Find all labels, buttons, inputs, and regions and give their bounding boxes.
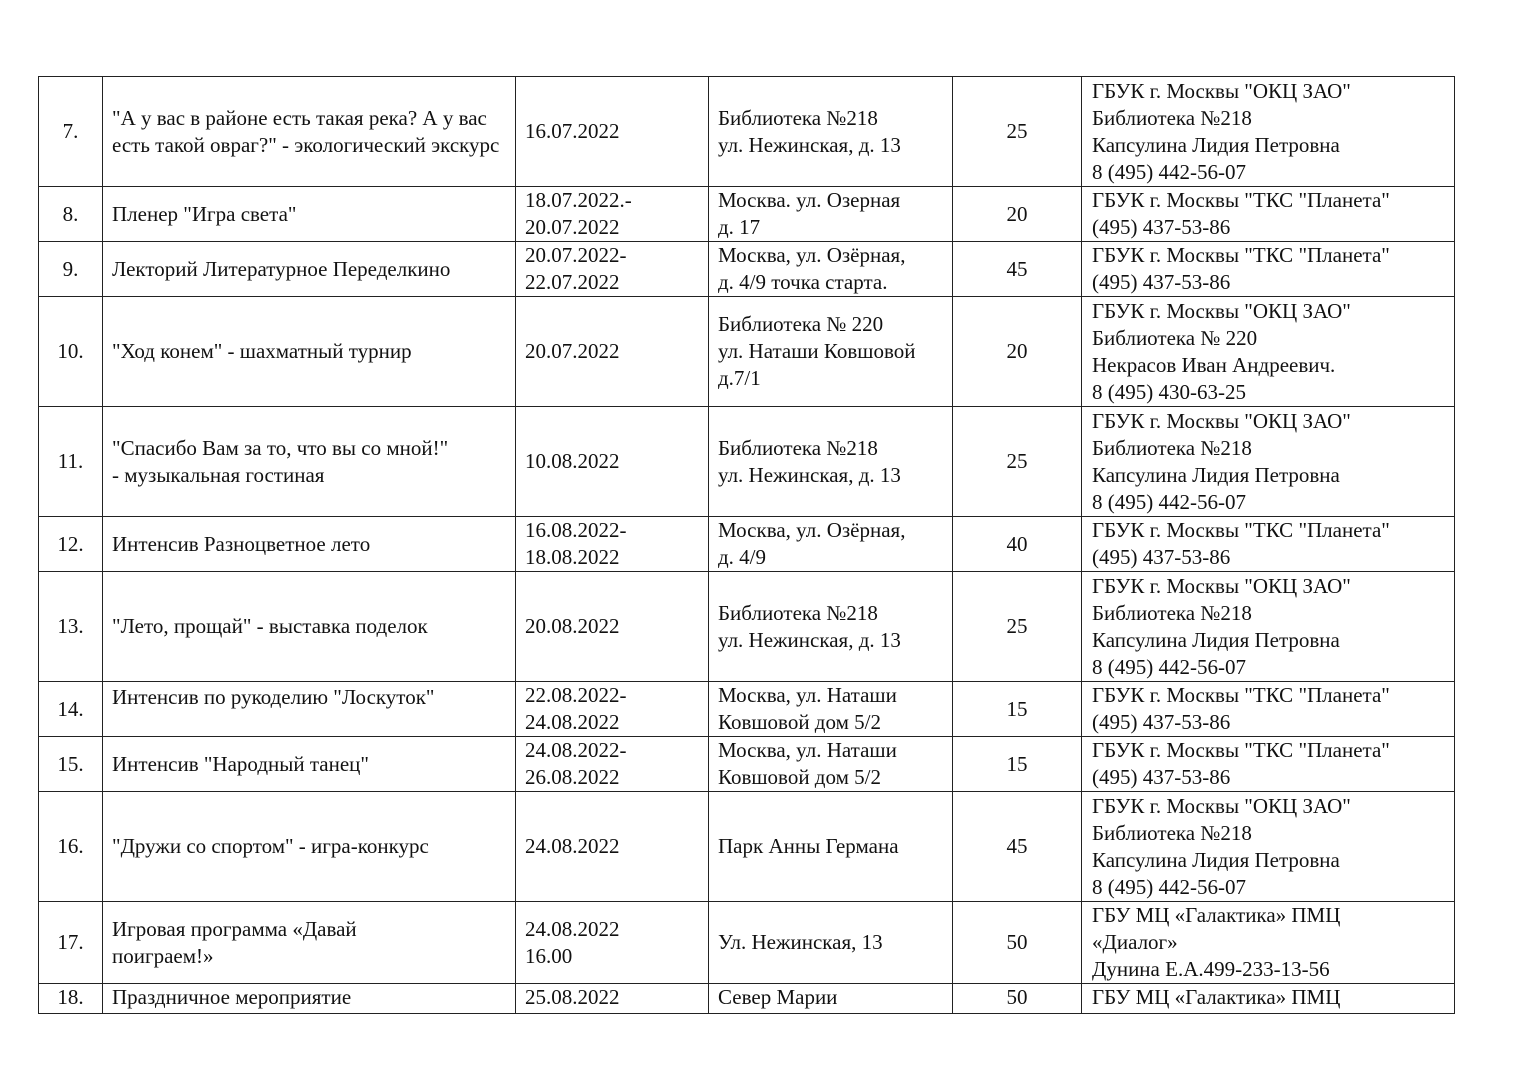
row-number: 17. [39,902,103,984]
participant-count: 40 [953,517,1082,572]
organizer: ГБУК г. Москвы "ТКС "Планета" (495) 437-53-86 [1082,737,1455,792]
event-title: Пленер "Игра света" [103,187,516,242]
event-date: 18.07.2022.- 20.07.2022 [516,187,709,242]
event-title: "Дружи со спортом" - игра-конкурс [103,792,516,902]
organizer: ГБУ МЦ «Галактика» ПМЦ [1082,984,1455,1014]
event-title: Праздничное мероприятие [103,984,516,1014]
table-row [39,242,1455,297]
participant-count: 50 [953,902,1082,984]
event-place: Москва, ул. Озёрная, д. 4/9 [709,517,953,572]
event-title: "Лето, прощай" - выставка поделок [103,572,516,682]
table-row [39,297,1455,407]
row-number: 8. [39,187,103,242]
organizer: ГБУ МЦ «Галактика» ПМЦ «Диалог» Дунина Е.А.499-233-13-56 [1082,902,1455,984]
row-number: 10. [39,297,103,407]
events-table [38,76,1455,1014]
participant-count: 45 [953,792,1082,902]
organizer: ГБУК г. Москвы "ТКС "Планета" (495) 437-53-86 [1082,187,1455,242]
row-number: 13. [39,572,103,682]
table-row [39,902,1455,984]
event-place: Парк Анны Германа [709,792,953,902]
organizer: ГБУК г. Москвы "ОКЦ ЗАО" Библиотека №218 Капсулина Лидия Петровна 8 (495) 442-56-07 [1082,77,1455,187]
organizer: ГБУК г. Москвы "ОКЦ ЗАО" Библиотека №218 Капсулина Лидия Петровна 8 (495) 442-56-07 [1082,572,1455,682]
event-date: 20.08.2022 [516,572,709,682]
event-date: 20.07.2022 [516,297,709,407]
event-title: "А у вас в районе есть такая река? А у вас есть такой овраг?" - экологический экскурс [103,77,516,187]
organizer: ГБУК г. Москвы "ТКС "Планета" (495) 437-53-86 [1082,242,1455,297]
event-date: 22.08.2022- 24.08.2022 [516,682,709,737]
row-number: 7. [39,77,103,187]
event-place: Север Марии [709,984,953,1014]
event-date: 16.07.2022 [516,77,709,187]
row-number: 18. [39,984,103,1014]
participant-count: 20 [953,187,1082,242]
row-number: 11. [39,407,103,517]
table-row [39,792,1455,902]
participant-count: 15 [953,737,1082,792]
table-row [39,682,1455,737]
event-date: 24.08.2022 16.00 [516,902,709,984]
event-date: 25.08.2022 [516,984,709,1014]
event-place: Москва. ул. Озерная д. 17 [709,187,953,242]
table-row [39,517,1455,572]
table-row [39,572,1455,682]
event-place: Москва, ул. Наташи Ковшовой дом 5/2 [709,682,953,737]
event-date: 10.08.2022 [516,407,709,517]
event-date: 20.07.2022- 22.07.2022 [516,242,709,297]
event-place: Библиотека № 220 ул. Наташи Ковшовой д.7/1 [709,297,953,407]
table-row [39,984,1455,1014]
event-title: Интенсив по рукоделию "Лоскуток" [103,682,516,737]
participant-count: 50 [953,984,1082,1014]
participant-count: 25 [953,572,1082,682]
event-title: Игровая программа «Давай поиграем!» [103,902,516,984]
organizer: ГБУК г. Москвы "ОКЦ ЗАО" Библиотека № 220 Некрасов Иван Андреевич. 8 (495) 430-63-25 [1082,297,1455,407]
event-date: 24.08.2022- 26.08.2022 [516,737,709,792]
participant-count: 20 [953,297,1082,407]
events-table-body [39,77,1455,1014]
organizer: ГБУК г. Москвы "ТКС "Планета" (495) 437-53-86 [1082,682,1455,737]
participant-count: 15 [953,682,1082,737]
row-number: 9. [39,242,103,297]
row-number: 16. [39,792,103,902]
row-number: 12. [39,517,103,572]
event-place: Библиотека №218 ул. Нежинская, д. 13 [709,407,953,517]
participant-count: 25 [953,77,1082,187]
participant-count: 25 [953,407,1082,517]
event-title: "Спасибо Вам за то, что вы со мной!" - музыкальная гостиная [103,407,516,517]
event-title: Интенсив "Народный танец" [103,737,516,792]
event-date: 16.08.2022- 18.08.2022 [516,517,709,572]
row-number: 15. [39,737,103,792]
event-place: Москва, ул. Наташи Ковшовой дом 5/2 [709,737,953,792]
organizer: ГБУК г. Москвы "ОКЦ ЗАО" Библиотека №218 Капсулина Лидия Петровна 8 (495) 442-56-07 [1082,407,1455,517]
event-title: Лекторий Литературное Переделкино [103,242,516,297]
table-row [39,737,1455,792]
organizer: ГБУК г. Москвы "ТКС "Планета" (495) 437-53-86 [1082,517,1455,572]
event-place: Москва, ул. Озёрная, д. 4/9 точка старта. [709,242,953,297]
row-number: 14. [39,682,103,737]
event-place: Библиотека №218 ул. Нежинская, д. 13 [709,77,953,187]
event-date: 24.08.2022 [516,792,709,902]
table-row [39,187,1455,242]
event-place: Ул. Нежинская, 13 [709,902,953,984]
table-row [39,407,1455,517]
event-title: Интенсив Разноцветное лето [103,517,516,572]
table-row [39,77,1455,187]
event-title: "Ход конем" - шахматный турнир [103,297,516,407]
event-place: Библиотека №218 ул. Нежинская, д. 13 [709,572,953,682]
organizer: ГБУК г. Москвы "ОКЦ ЗАО" Библиотека №218 Капсулина Лидия Петровна 8 (495) 442-56-07 [1082,792,1455,902]
participant-count: 45 [953,242,1082,297]
